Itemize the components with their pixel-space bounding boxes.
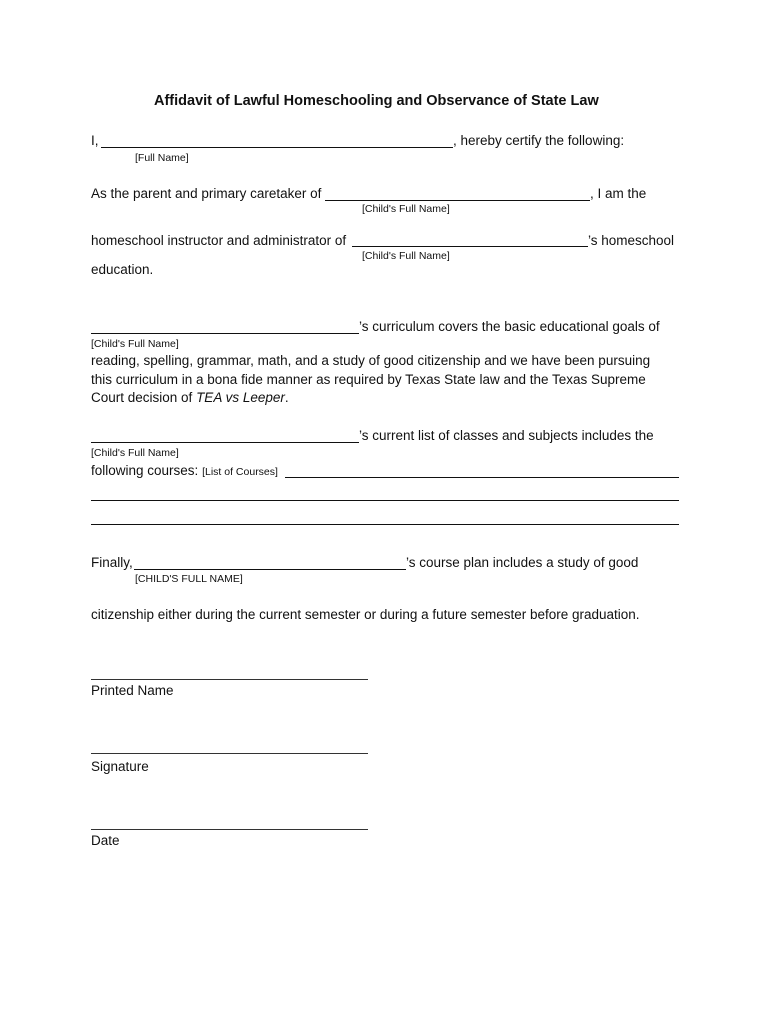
document-title: Affidavit of Lawful Homeschooling and Observance of State Law xyxy=(154,93,599,109)
full-name-prefix: I, xyxy=(91,133,99,148)
courses-blank-2[interactable] xyxy=(91,500,679,501)
homeschool-text: ’s homeschool xyxy=(588,233,675,248)
courses-prefix xyxy=(91,463,278,478)
full-name-hint: [Full Name] xyxy=(135,152,189,164)
case-name: TEA vs Leeper xyxy=(196,390,285,405)
citizenship-text: citizenship either during the current semester or during a future semester before graduation. xyxy=(91,607,640,622)
signature-label: Signature xyxy=(91,759,149,774)
date-line[interactable] xyxy=(91,829,368,830)
courses-blank-1[interactable] xyxy=(285,477,679,478)
child-name-hint-1: [Child's Full Name] xyxy=(362,203,450,215)
list-of-courses-hint: [List of Courses] xyxy=(202,466,278,478)
education-text: education. xyxy=(91,262,154,277)
child-name-hint-3: [Child's Full Name] xyxy=(91,338,179,350)
classes-text: ’s current list of classes and subjects includes the xyxy=(359,428,654,443)
curriculum-line-3: this curriculum in a bona fide manner as required by Texas State law and the Texas Supreme xyxy=(91,372,646,387)
child-name-hint-2: [Child's Full Name] xyxy=(362,250,450,262)
signature-line[interactable] xyxy=(91,753,368,754)
court-decision-text: Court decision of xyxy=(91,390,197,405)
child-name-hint-5: [CHILD'S FULL NAME] xyxy=(135,573,243,585)
curriculum-line-2: reading, spelling, grammar, math, and a study of good citizenship and we have been pursuing xyxy=(91,353,651,368)
child-name-blank-4[interactable] xyxy=(91,442,359,443)
curriculum-line-4 xyxy=(91,390,289,405)
child-name-blank-3[interactable] xyxy=(91,333,359,334)
caretaker-text: As the parent and primary caretaker of xyxy=(91,186,322,201)
instructor-text: homeschool instructor and administrator of xyxy=(91,233,347,248)
courses-blank-3[interactable] xyxy=(91,524,679,525)
following-courses-text: following courses: xyxy=(91,463,199,478)
printed-name-line[interactable] xyxy=(91,679,368,680)
printed-name-label: Printed Name xyxy=(91,683,174,698)
i-am-the-text: , I am the xyxy=(590,186,647,201)
curriculum-text: ’s curriculum covers the basic educational goals of xyxy=(359,319,660,334)
child-name-blank-5[interactable] xyxy=(134,569,406,570)
child-name-blank-2[interactable] xyxy=(352,246,588,247)
date-label: Date xyxy=(91,833,120,848)
course-plan-text: ’s course plan includes a study of good xyxy=(406,555,639,570)
child-name-hint-4: [Child's Full Name] xyxy=(91,447,179,459)
period: . xyxy=(284,390,289,405)
child-name-blank-1[interactable] xyxy=(325,200,590,201)
full-name-blank[interactable] xyxy=(101,147,453,148)
certify-text: , hereby certify the following: xyxy=(453,133,625,148)
finally-text: Finally, xyxy=(91,555,133,570)
